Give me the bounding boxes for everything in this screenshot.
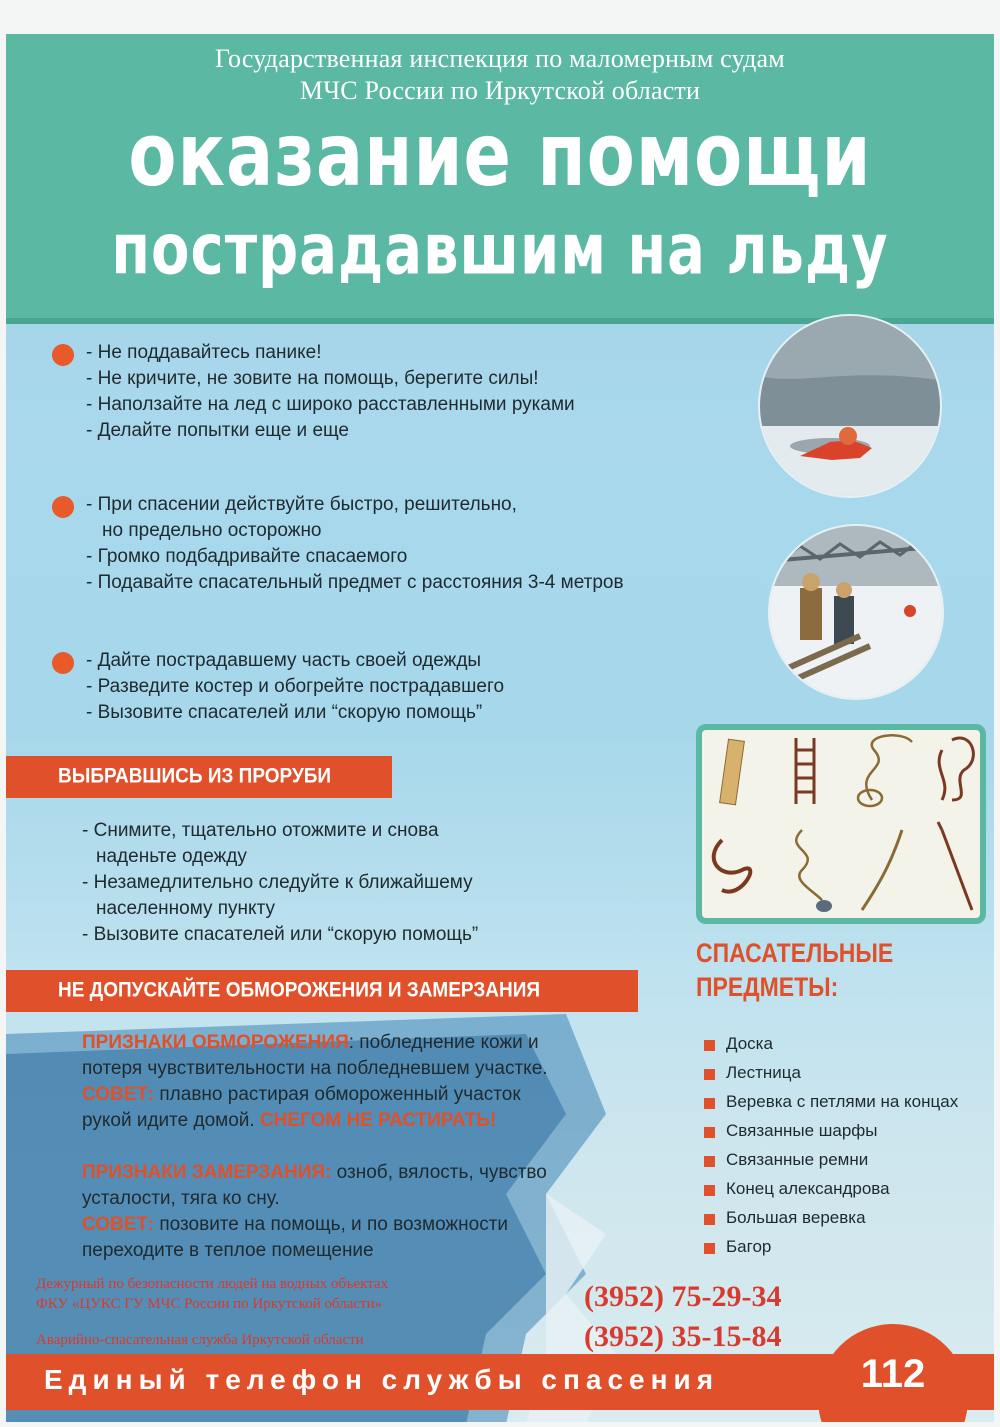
- freezing-text: озноб, вялость, чувство: [331, 1162, 547, 1183]
- rescue-item: Конец александрова: [726, 1179, 890, 1198]
- group-3-line-2: - Разведите костер и обогрейте пострадавшего: [86, 676, 505, 697]
- section-1-line-1: - Снимите, тщательно отожмите и снова: [82, 820, 439, 841]
- group-3-line-1: - Дайте пострадавшему часть своей одежды: [86, 650, 482, 671]
- freezing-line-2: усталости, тяга ко сну.: [82, 1188, 280, 1209]
- frostbite-line-1: [82, 1032, 539, 1054]
- group-1-line-2: - Не кричите, не зовите на помощь, берегите силы!: [86, 368, 539, 389]
- main-title-line-2: пострадавшим на льду: [111, 209, 889, 292]
- duty-officer-line-1: Дежурный по безопасности людей на водных объектах: [36, 1276, 389, 1292]
- rescue-item: Связанные шарфы: [726, 1121, 878, 1140]
- rope-loops-icon: [858, 735, 912, 806]
- group-3-line-3: - Вызовите спасателей или “скорую помощь”: [86, 702, 483, 723]
- duty-officer-line-2: ФКУ «ЦУКС ГУ МЧС России по Иркутской области»: [36, 1296, 383, 1312]
- bullet-dot: [52, 652, 74, 674]
- advice-text: позовите на помощь, и по возможности: [154, 1214, 509, 1235]
- group-1-line-1: - Не поддавайтесь панике!: [86, 342, 322, 363]
- organization-region: МЧС России по Иркутской области: [299, 76, 701, 105]
- advice-text: рукой идите домой.: [82, 1110, 260, 1131]
- boat-hook-icon: [938, 822, 972, 910]
- group-2-line-2: но предельно осторожно: [102, 520, 322, 541]
- rescue-item: Лестница: [726, 1063, 801, 1082]
- organization-name: Государственная инспекция по маломерным судам: [215, 44, 785, 73]
- advice-line-1: [82, 1084, 521, 1106]
- ladder-icon: [796, 738, 814, 804]
- tied-scarves-icon: [939, 738, 973, 800]
- rescue-item: Связанные ремни: [726, 1150, 869, 1169]
- phone-number-rescue[interactable]: (3952) 35-15-84: [584, 1320, 782, 1353]
- advice-text: плавно растирая обмороженный участок: [154, 1084, 521, 1105]
- main-title-line-1: оказание помощи: [128, 103, 872, 207]
- large-rope-icon: [862, 830, 902, 910]
- rescue-item: Багор: [726, 1237, 772, 1256]
- section-heading-text: НЕ ДОПУСКАЙТЕ ОБМОРОЖЕНИЯ И ЗАМЕРЗАНИЯ: [58, 978, 541, 1002]
- belts-icon: [714, 840, 751, 892]
- rescue-items-heading-2: ПРЕДМЕТЫ:: [696, 971, 839, 1002]
- freezing-line-1: [82, 1162, 547, 1184]
- rope-with-weight-icon: [796, 830, 832, 912]
- section-1-line-3: - Незамедлительно следуйте к ближайшему: [82, 872, 473, 893]
- rescue-items-heading-1: СПАСАТЕЛЬНЫЕ: [696, 937, 894, 968]
- board-icon: [720, 739, 745, 805]
- list-square-marker: [704, 1127, 715, 1138]
- frostbite-line-2: потеря чувствительности на побледневшем участке.: [82, 1058, 548, 1079]
- rescue-item: Веревка с петлями на концах: [726, 1092, 959, 1111]
- bullet-dot: [52, 496, 74, 518]
- group-1-line-3: - Наползайте на лед с широко расставленными руками: [86, 394, 575, 415]
- advice2-line-2: переходите в теплое помещение: [82, 1240, 374, 1261]
- rescue-service-name: Аварийно-спасательная служба Иркутской области: [36, 1332, 364, 1348]
- snow-warning: СНЕГОМ НЕ РАСТИРАТЬ!: [259, 1110, 497, 1131]
- advice-line-2: [82, 1110, 496, 1132]
- group-2-line-1: - При спасении действуйте быстро, решительно,: [86, 494, 517, 515]
- poster: [6, 34, 994, 1422]
- list-square-marker: [704, 1040, 715, 1051]
- freezing-label: ПРИЗНАКИ ЗАМЕРЗАНИЯ:: [82, 1162, 332, 1183]
- list-square-marker: [704, 1214, 715, 1225]
- rescue-items-illustration: [696, 724, 986, 924]
- bullet-dot: [52, 344, 74, 366]
- section-1-line-2: наденьте одежду: [96, 846, 247, 867]
- frostbite-text: : побледнение кожи и: [348, 1032, 539, 1053]
- photo-rescuers-with-ladder: [768, 524, 944, 700]
- advice-label: СОВЕТ:: [82, 1084, 155, 1105]
- rescue-item: Доска: [726, 1034, 773, 1053]
- section-1-line-5: - Вызовите спасателей или “скорую помощь”: [82, 924, 479, 945]
- list-square-marker: [704, 1185, 715, 1196]
- group-1-line-4: - Делайте попытки еще и еще: [86, 420, 349, 441]
- list-square-marker: [704, 1069, 715, 1080]
- section-heading-frostbite: [6, 970, 638, 1012]
- advice2-line-1: [82, 1214, 508, 1236]
- advice-label: СОВЕТ:: [82, 1214, 155, 1235]
- group-2-line-4: - Подавайте спасательный предмет с расстояния 3-4 метров: [86, 572, 624, 593]
- footer-text: Единый телефон службы спасения: [44, 1364, 720, 1395]
- emergency-number[interactable]: 112: [860, 1352, 926, 1396]
- section-heading-text: ВЫБРАВШИСЬ ИЗ ПРОРУБИ: [58, 764, 332, 788]
- section-heading-after-escape: [6, 756, 392, 798]
- header-band: [6, 34, 994, 324]
- section-1-line-4: населенному пункту: [96, 898, 275, 919]
- list-square-marker: [704, 1156, 715, 1167]
- rescue-item: Большая веревка: [726, 1208, 866, 1227]
- photo-person-on-ice: [758, 314, 942, 498]
- frostbite-label: ПРИЗНАКИ ОБМОРОЖЕНИЯ: [82, 1032, 349, 1053]
- list-square-marker: [704, 1098, 715, 1109]
- phone-number-duty[interactable]: (3952) 75-29-34: [584, 1280, 782, 1313]
- group-2-line-3: - Громко подбадривайте спасаемого: [86, 546, 408, 567]
- list-square-marker: [704, 1243, 715, 1254]
